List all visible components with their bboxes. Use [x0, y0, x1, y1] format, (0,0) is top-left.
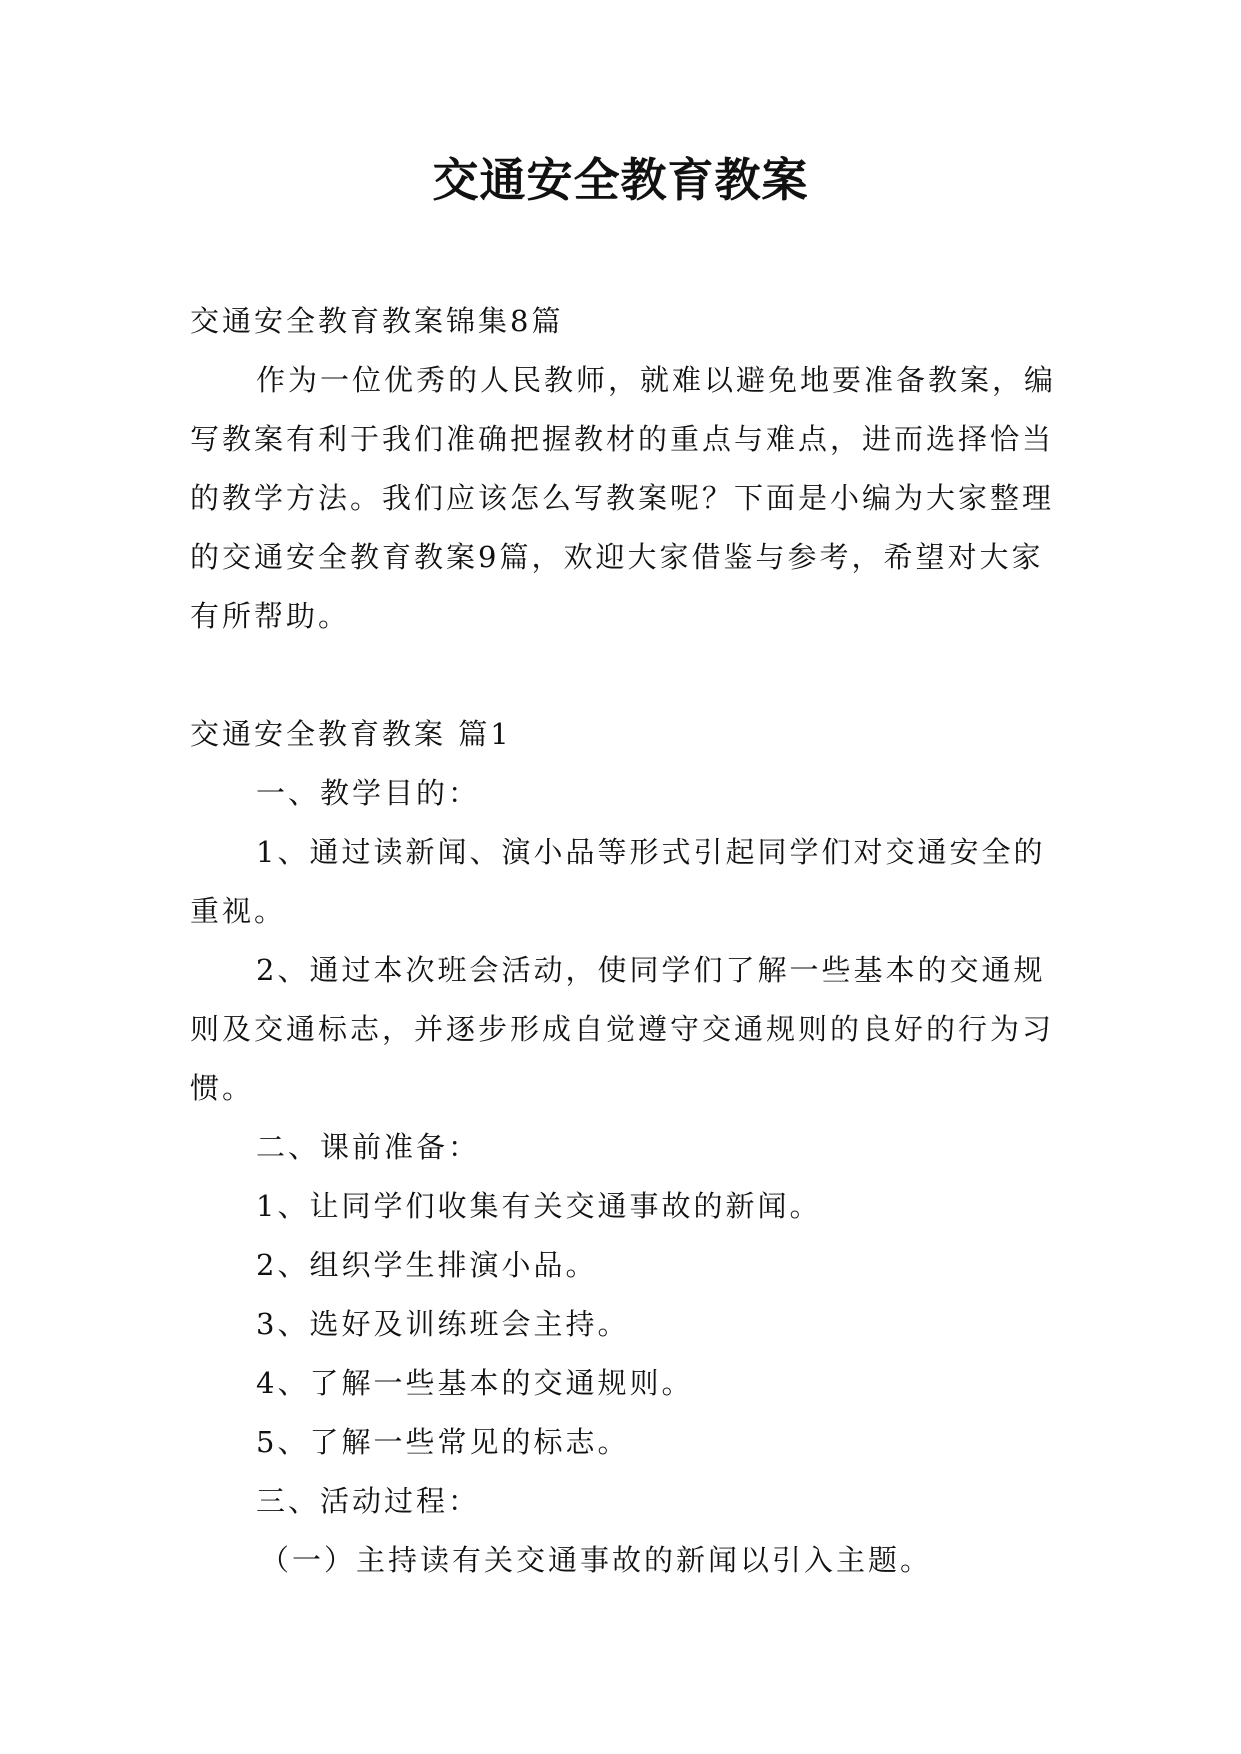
section-heading: 交通安全教育教案 篇1: [190, 717, 512, 751]
goal-item-1: 1、通过读新闻、演小品等形式引起同学们对交通安全的重视。: [190, 835, 1046, 928]
prep-item-2: 2、组织学生排演小品。: [256, 1248, 598, 1282]
subheading-activity: 三、活动过程：: [256, 1484, 481, 1518]
prep-item-1: 1、让同学们收集有关交通事故的新闻。: [256, 1189, 822, 1223]
prep-item-3: 3、选好及训练班会主持。: [256, 1307, 630, 1341]
subheading-preparation: 二、课前准备：: [256, 1130, 481, 1164]
activity-step-1: （一）主持读有关交通事故的新闻以引入主题。: [260, 1543, 933, 1577]
document-title: 交通安全教育教案: [432, 153, 809, 207]
goal-item-2: 2、通过本次班会活动，使同学们了解一些基本的交通规则及交通标志，并逐步形成自觉遵守交通规则的良好的行为习惯。: [190, 953, 1055, 1105]
section-spacer: [190, 646, 1060, 705]
prep-item-4: 4、了解一些基本的交通规则。: [256, 1366, 694, 1400]
collection-heading: 交通安全教育教案锦集8篇: [190, 304, 564, 338]
document-body: [190, 292, 1060, 1590]
prep-item-5: 5、了解一些常见的标志。: [256, 1425, 630, 1459]
intro-paragraph: 作为一位优秀的人民教师，就难以避免地要准备教案，编写教案有利于我们准确把握教材的重点与难点，进而选择恰当的教学方法。我们应该怎么写教案呢？下面是小编为大家整理的交通安全教育教案9篇，欢迎大家借鉴与参考，希望对大家有所帮助。: [190, 363, 1057, 633]
subheading-teaching-goals: 一、教学目的：: [256, 776, 481, 810]
